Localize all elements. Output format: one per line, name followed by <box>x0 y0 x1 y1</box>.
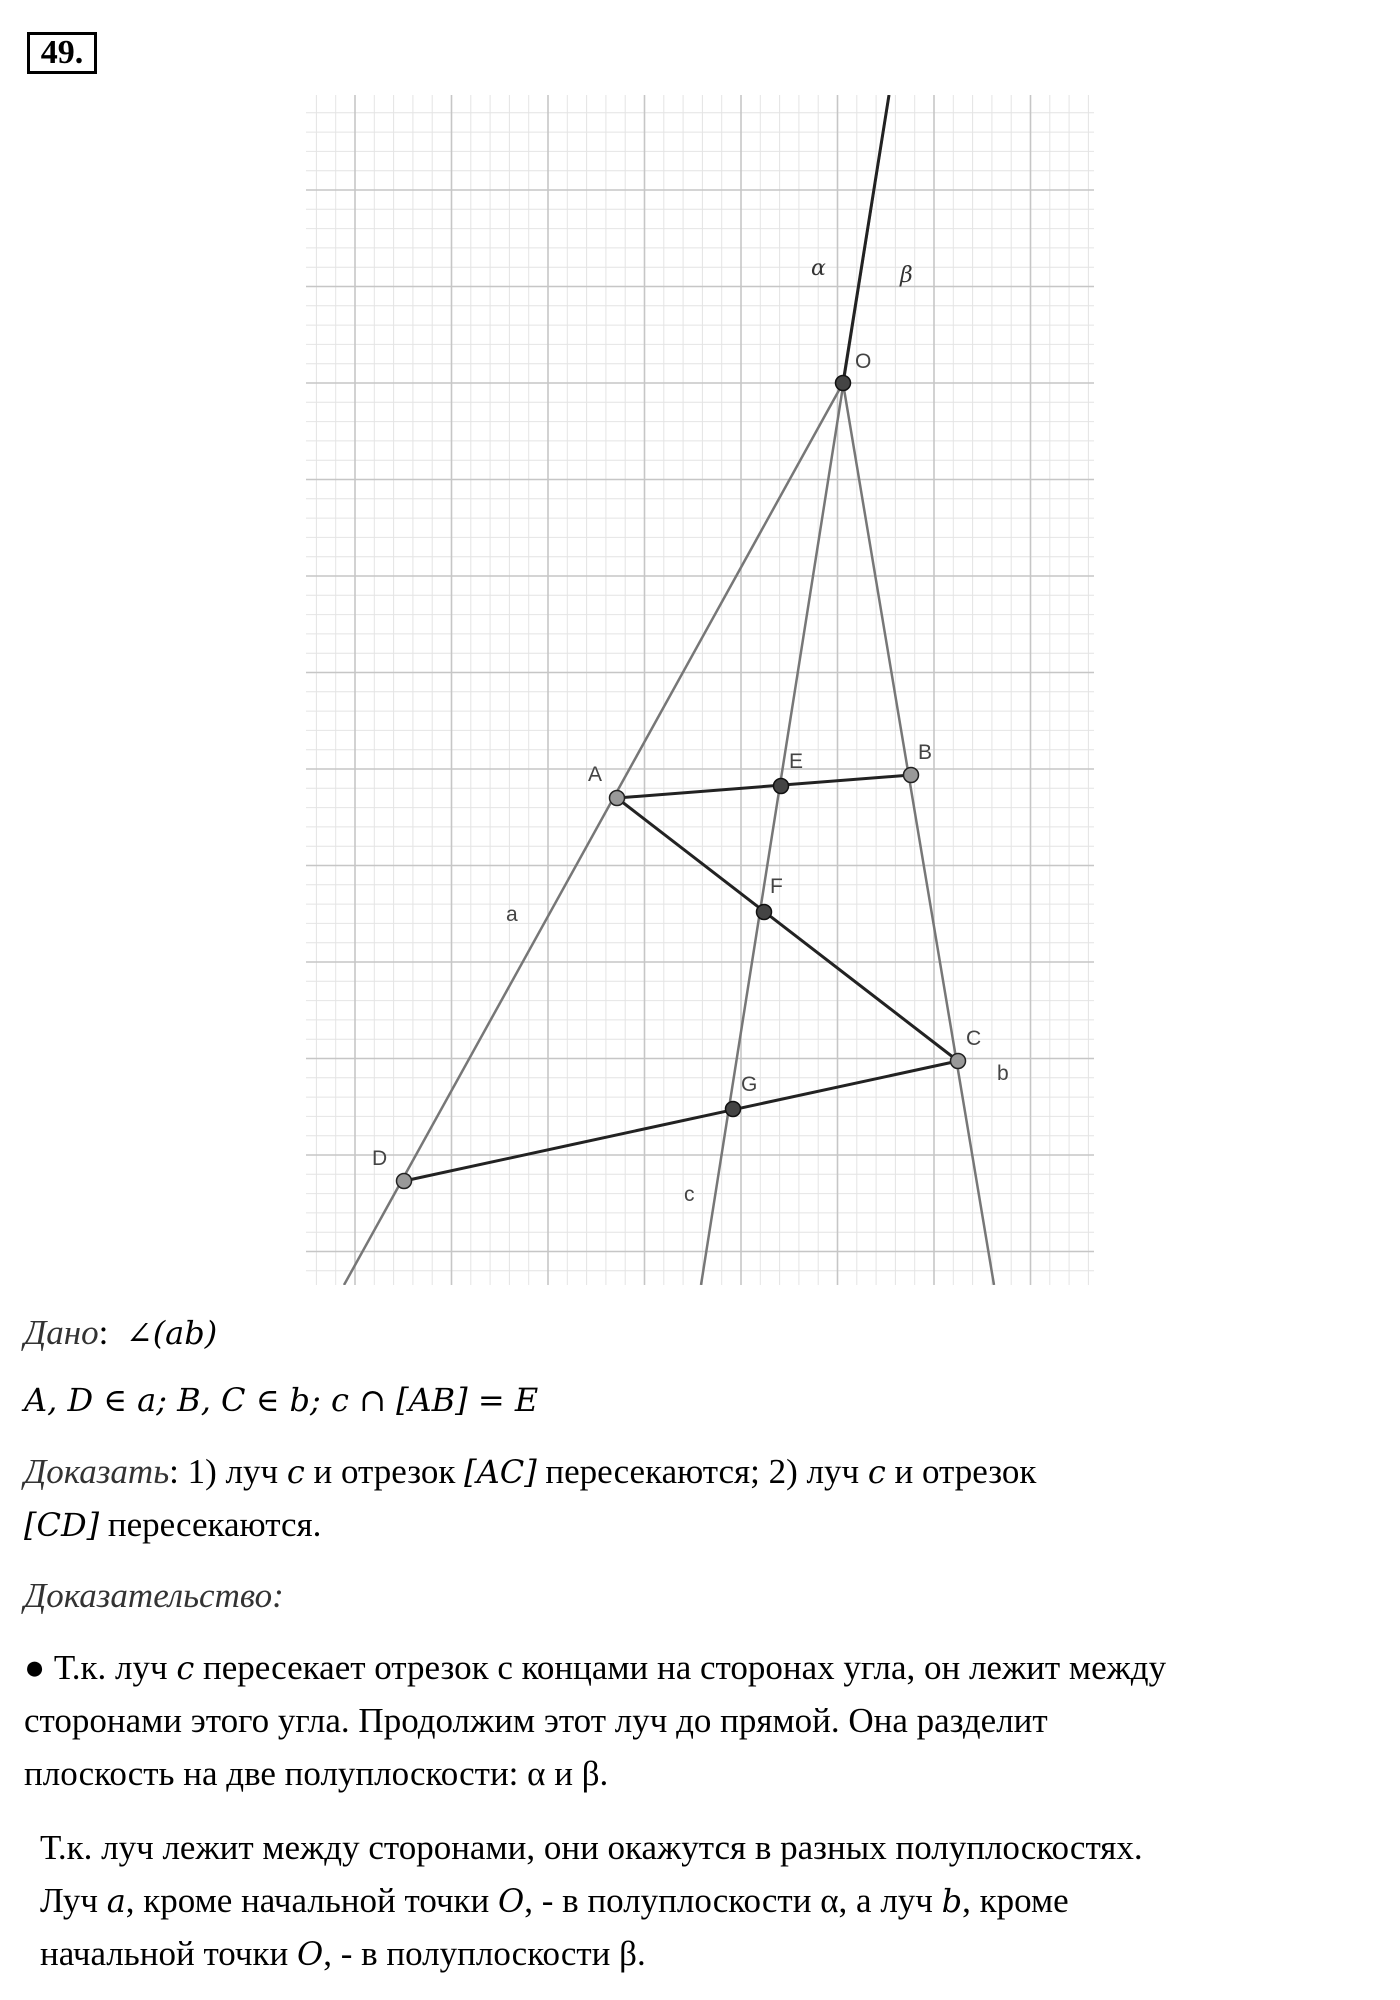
label-d: D <box>372 1147 388 1170</box>
lines <box>344 95 994 1285</box>
points <box>397 376 966 1189</box>
prove-segment-ac: [AC] <box>464 1453 537 1491</box>
label-b: B <box>918 741 933 764</box>
proof-para2-line2 <box>40 1881 1069 1921</box>
grid-major <box>306 95 1094 1285</box>
label-f: F <box>770 875 783 898</box>
point-c <box>951 1054 966 1069</box>
segment-ac <box>617 798 958 1061</box>
proof-p2-text-a: Луч <box>40 1881 107 1920</box>
proof-para1-line1 <box>24 1648 1166 1688</box>
given-conditions <box>24 1380 538 1420</box>
label-line-c: c <box>684 1183 695 1206</box>
segment-ab <box>617 775 911 798</box>
segment-dc <box>404 1061 958 1181</box>
proof-p1-ray-c: c <box>176 1649 195 1687</box>
proof-p2-ray-a: a <box>106 1882 126 1920</box>
point-b <box>904 768 919 783</box>
given-line <box>24 1313 217 1353</box>
label-e: E <box>789 750 804 773</box>
prove-text-4: и отрезок <box>885 1452 1037 1491</box>
label-beta: β <box>900 263 913 288</box>
proof-para2-line3 <box>40 1934 646 1974</box>
point-o <box>836 376 851 391</box>
geometry-diagram <box>300 95 1100 1285</box>
grid-minor <box>306 95 1094 1285</box>
label-c: C <box>966 1027 982 1050</box>
prove-ray-c-2: c <box>867 1453 886 1491</box>
proof-p2-text-f: , - в полуплоскости β. <box>323 1934 646 1973</box>
given-colon: : <box>98 1313 109 1352</box>
proof-p2-point-o-2: O <box>296 1935 324 1973</box>
prove-text-5: пересекаются. <box>99 1505 322 1544</box>
point-a <box>610 791 625 806</box>
label-alpha: α <box>811 256 826 281</box>
prove-text-3: пересекаются; 2) луч <box>536 1452 868 1491</box>
proof-p1-text-a: ● Т.к. луч <box>24 1648 177 1687</box>
label-g: G <box>741 1073 758 1096</box>
proof-label: Доказательство: <box>24 1576 284 1615</box>
label-o: O <box>855 350 872 373</box>
proof-p2-text-c: , - в полуплоскости α, а луч <box>524 1881 942 1920</box>
prove-ray-c-1: c <box>286 1453 305 1491</box>
label-line-b: b <box>997 1062 1009 1085</box>
prove-label: Доказать <box>24 1452 170 1491</box>
line-c-extension <box>843 95 889 383</box>
proof-p2-text-b: , кроме начальной точки <box>125 1881 499 1920</box>
label-a: A <box>588 763 603 786</box>
proof-p2-text-e: начальной точки <box>40 1934 297 1973</box>
prove-text-2: и отрезок <box>304 1452 465 1491</box>
given-conditions-text: A, D ∈ a; B, C ∈ b; c ∩ [AB] = E <box>24 1381 539 1419</box>
prove-text-1: : 1) луч <box>169 1452 287 1491</box>
point-f <box>757 905 772 920</box>
proof-para1-line2: сторонами этого угла. Продолжим этот луч до прямой. Она разделит <box>24 1701 1048 1740</box>
proof-p2-ray-b: b <box>941 1882 963 1920</box>
prove-line-1 <box>24 1452 1036 1492</box>
prove-segment-cd: [CD] <box>24 1506 100 1544</box>
proof-p2-text-d: , кроме <box>962 1881 1069 1920</box>
prove-line-2 <box>24 1505 321 1545</box>
point-e <box>774 779 789 794</box>
proof-p1-text-b: пересекает отрезок с концами на сторонах угла, он лежит между <box>194 1648 1167 1687</box>
proof-p2-point-o-1: O <box>498 1882 525 1920</box>
given-label: Дано <box>24 1313 99 1352</box>
proof-para2-line1: Т.к. луч лежит между сторонами, они окажутся в разных полуплоскостях. <box>40 1828 1143 1867</box>
problem-number: 49. <box>27 32 97 74</box>
geometry-figure <box>300 95 1100 1285</box>
point-g <box>726 1102 741 1117</box>
proof-para1-line3: плоскость на две полуплоскости: α и β. <box>24 1754 609 1793</box>
point-d <box>397 1174 412 1189</box>
given-angle: ∠(ab) <box>125 1314 218 1352</box>
label-line-a: a <box>506 903 518 926</box>
